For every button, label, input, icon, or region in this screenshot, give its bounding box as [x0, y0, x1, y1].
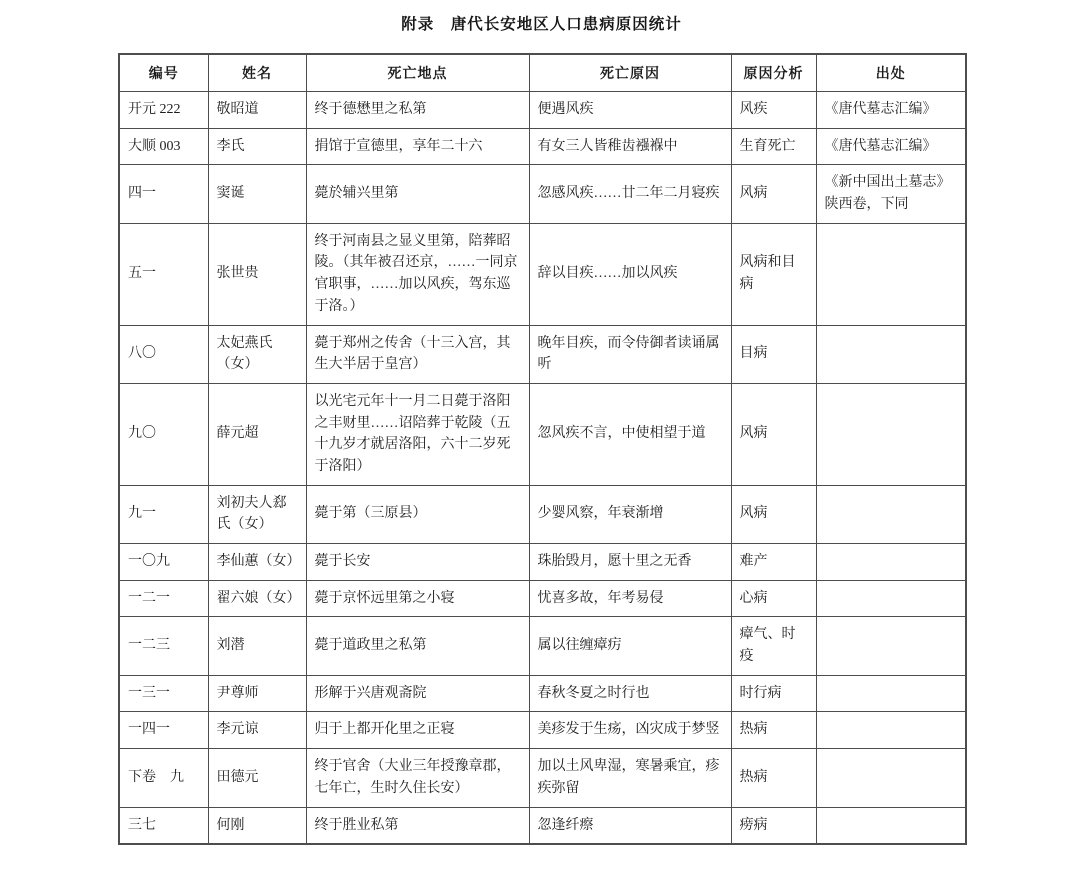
cell-cause: 春秋冬夏之时行也 [529, 675, 731, 712]
cell-source [816, 807, 966, 844]
cell-cause: 便遇风疾 [529, 92, 731, 129]
cell-analysis: 风病和目病 [731, 223, 816, 325]
cell-source: 《唐代墓志汇编》 [816, 128, 966, 165]
cell-cause: 辞以目疾……加以风疾 [529, 223, 731, 325]
cell-source [816, 675, 966, 712]
cell-place: 薨于道政里之私第 [306, 617, 529, 675]
cell-id: 三七 [119, 807, 208, 844]
table-row [119, 807, 966, 844]
cell-name: 敬昭道 [208, 92, 306, 129]
cell-source [816, 383, 966, 485]
cell-source [816, 485, 966, 543]
cell-id: 大顺 003 [119, 128, 208, 165]
column-header-4: 原因分析 [731, 54, 816, 92]
cell-cause: 忽感风疾……廿二年二月寝疾 [529, 165, 731, 223]
table-row [119, 617, 966, 675]
cell-id: 一二三 [119, 617, 208, 675]
cell-cause: 忽逢纤瘵 [529, 807, 731, 844]
column-header-3: 死亡原因 [529, 54, 731, 92]
cell-analysis: 热病 [731, 749, 816, 807]
page-title: 附录 唐代长安地区人口患病原因统计 [401, 16, 682, 33]
cell-source [816, 712, 966, 749]
cell-source [816, 580, 966, 617]
table-row [119, 544, 966, 581]
cell-name: 李氏 [208, 128, 306, 165]
cell-analysis: 风病 [731, 165, 816, 223]
table-row [119, 325, 966, 383]
cell-id: 九一 [119, 485, 208, 543]
cell-cause: 忽风疾不言，中使相望于道 [529, 383, 731, 485]
cell-cause: 珠胎毁月，愿十里之无香 [529, 544, 731, 581]
cell-place: 薨於辅兴里第 [306, 165, 529, 223]
cell-cause: 属以往缠瘴疠 [529, 617, 731, 675]
cell-name: 尹尊师 [208, 675, 306, 712]
cell-id: 一四一 [119, 712, 208, 749]
cell-name: 李仙蕙（女） [208, 544, 306, 581]
cell-name: 薛元超 [208, 383, 306, 485]
cell-source: 《新中国出土墓志》陕西卷，下同 [816, 165, 966, 223]
cell-analysis: 心病 [731, 580, 816, 617]
cell-analysis: 风病 [731, 383, 816, 485]
cell-source [816, 325, 966, 383]
table-row [119, 712, 966, 749]
cell-source [816, 617, 966, 675]
cell-analysis: 瘴气、时疫 [731, 617, 816, 675]
table-header-row [119, 54, 966, 92]
column-header-5: 出处 [816, 54, 966, 92]
cell-place: 终于河南县之显义里第，陪葬昭陵。（其年被召还京，……一同京官职事，……加以风疾，驾东巡于洛。） [306, 223, 529, 325]
cell-analysis: 难产 [731, 544, 816, 581]
cell-id: 一〇九 [119, 544, 208, 581]
cell-id: 一二一 [119, 580, 208, 617]
cell-id: 一三一 [119, 675, 208, 712]
column-header-1: 姓名 [208, 54, 306, 92]
cell-place: 归于上都开化里之正寝 [306, 712, 529, 749]
table-row [119, 749, 966, 807]
cell-analysis: 痨病 [731, 807, 816, 844]
cell-place: 终于官舍（大业三年授豫章郡，七年亡，生时久住长安） [306, 749, 529, 807]
cell-id: 五一 [119, 223, 208, 325]
table-row [119, 92, 966, 129]
table-row [119, 580, 966, 617]
cell-place: 以光宅元年十一月二日薨于洛阳之丰财里……诏陪葬于乾陵（五十九岁才就居洛阳，六十二岁死于洛阳） [306, 383, 529, 485]
cell-analysis: 时行病 [731, 675, 816, 712]
cell-cause: 忧喜多故，年考易侵 [529, 580, 731, 617]
cell-id: 九〇 [119, 383, 208, 485]
cell-place: 形解于兴唐观斋院 [306, 675, 529, 712]
cell-analysis: 风病 [731, 485, 816, 543]
cell-place: 捐馆于宣德里，享年二十六 [306, 128, 529, 165]
table-row [119, 675, 966, 712]
cell-id: 四一 [119, 165, 208, 223]
cell-cause: 晚年目疾，而令侍御者读诵属听 [529, 325, 731, 383]
illness-statistics-table [118, 53, 967, 845]
cell-source [816, 749, 966, 807]
table-row [119, 485, 966, 543]
cell-place: 薨于第（三原县） [306, 485, 529, 543]
cell-name: 李元谅 [208, 712, 306, 749]
cell-source [816, 544, 966, 581]
cell-cause: 有女三人皆稚齿襁褓中 [529, 128, 731, 165]
cell-place: 薨于长安 [306, 544, 529, 581]
table-row [119, 165, 966, 223]
cell-name: 田德元 [208, 749, 306, 807]
cell-analysis: 生育死亡 [731, 128, 816, 165]
cell-name: 窦诞 [208, 165, 306, 223]
cell-cause: 加以土风卑湿，寒暑乘宜，疹疾弥留 [529, 749, 731, 807]
table-row [119, 223, 966, 325]
cell-source [816, 223, 966, 325]
cell-place: 终于胜业私第 [306, 807, 529, 844]
cell-cause: 美疹发于生疡，凶灾成于梦竖 [529, 712, 731, 749]
cell-analysis: 目病 [731, 325, 816, 383]
cell-id: 下卷 九 [119, 749, 208, 807]
cell-place: 薨于京怀远里第之小寝 [306, 580, 529, 617]
cell-id: 八〇 [119, 325, 208, 383]
cell-name: 翟六娘（女） [208, 580, 306, 617]
cell-name: 刘潜 [208, 617, 306, 675]
column-header-0: 编号 [119, 54, 208, 92]
cell-cause: 少婴风察，年衰渐增 [529, 485, 731, 543]
cell-analysis: 风疾 [731, 92, 816, 129]
cell-name: 刘初夫人郄氏（女） [208, 485, 306, 543]
column-header-2: 死亡地点 [306, 54, 529, 92]
cell-source: 《唐代墓志汇编》 [816, 92, 966, 129]
cell-place: 薨于郑州之传舍（十三入宫，其生大半居于皇宫） [306, 325, 529, 383]
cell-id: 开元 222 [119, 92, 208, 129]
cell-name: 太妃燕氏（女） [208, 325, 306, 383]
table-row [119, 383, 966, 485]
table-row [119, 128, 966, 165]
cell-analysis: 热病 [731, 712, 816, 749]
cell-place: 终于德懋里之私第 [306, 92, 529, 129]
cell-name: 张世贵 [208, 223, 306, 325]
cell-name: 何刚 [208, 807, 306, 844]
